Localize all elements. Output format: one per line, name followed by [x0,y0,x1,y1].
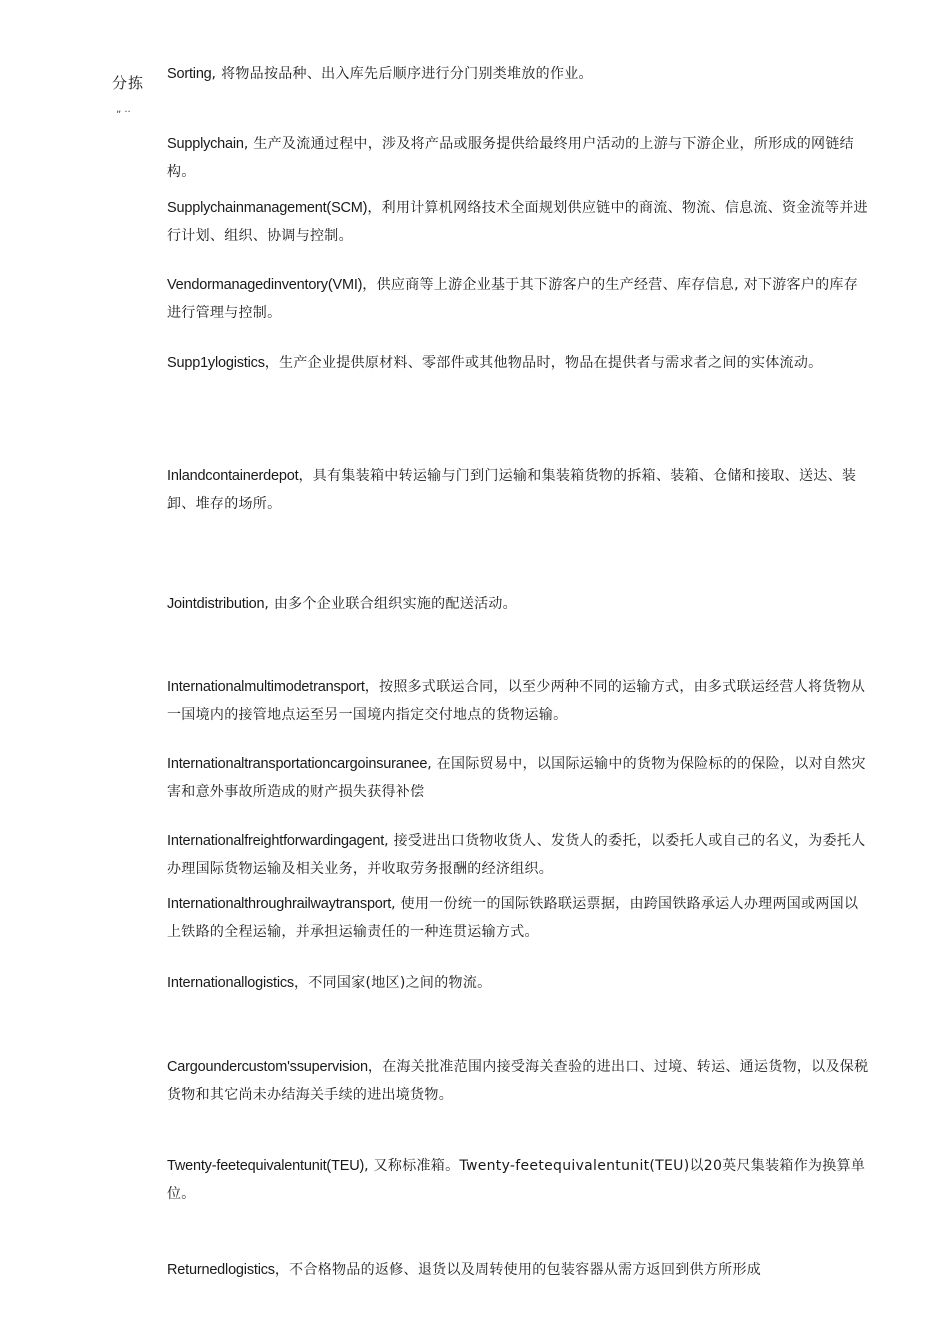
entry-separator: ， [293,975,309,991]
entry-separator: ， [264,355,280,371]
entry-term: Supp1ylogistics [167,355,265,371]
entry-term: Cargoundercustom'ssupervision [167,1059,368,1075]
entry-cargo-insurance [167,750,872,806]
entry-term: Internationalfreightforwardingagent [167,833,385,849]
entry-separator: , [211,66,222,82]
entry-term: Vendormanagedinventory(VMI) [167,277,363,293]
entry-separator: ， [298,468,313,484]
entry-definition: 不合格物品的返修、退货以及周转使用的包装容器从需方返回到供方所形成 [289,1262,762,1278]
entry-railway-transport [167,890,872,946]
entry-scm [167,194,872,250]
entry-term: Internationallogistics [167,975,294,991]
entry-definition: 使用一份统一的国际铁路联运票据，由跨国铁路承运人办理两国或两国以上铁路的全程运输，并承担运输责任的一种连贯运输方式。 [167,896,859,940]
entry-freight-forwarding [167,827,872,883]
entry-sorting [167,60,872,88]
side-mark: „ .. [116,104,131,115]
entry-separator: ， [362,277,377,293]
entry-separator: ， [367,200,382,216]
entry-separator: , [364,1158,374,1174]
entry-definition: 在国际贸易中，以国际运输中的货物为保险标的的保险，以对自然灾害和意外事故所造成的财产损失获得补偿 [167,756,866,800]
entry-custom-supervision [167,1053,872,1109]
entry-separator: , [427,756,437,772]
entry-definition: 具有集装箱中转运输与门到门运输和集装箱货物的拆箱、装箱、仓储和接取、送达、装卸、堆存的场所。 [167,468,857,512]
entry-joint-distribution [167,590,872,618]
entry-term: Returnedlogistics [167,1262,275,1278]
entry-term: Internationalthroughrailwaytransport [167,896,392,912]
entry-separator: , [243,136,254,152]
entry-definition: 接受进出口货物收货人、发货人的委托，以委托人或自己的名义，为委托人办理国际货物运输及相关业务，并收取劳务报酬的经济组织。 [167,833,866,877]
entry-multimode-transport [167,673,872,729]
side-label: 分拣 [112,74,145,92]
entry-definition: 按照多式联运合同，以至少两种不同的运输方式，由多式联运经营人将货物从一国境内的接管地点运至另一国境内指定交付地点的货物运输。 [167,679,866,723]
entry-term: Supplychain [167,136,244,152]
entry-definition: 供应商等上游企业基于其下游客户的生产经营、库存信息, 对下游客户的库存进行管理与控制。 [167,277,859,321]
entry-term: Sorting [167,66,212,82]
entry-definition: 生产企业提供原材料、零部件或其他物品时，物品在提供者与需求者之间的实体流动。 [279,355,823,371]
entry-definition: 由多个企业联合组织实施的配送活动。 [273,596,517,612]
entry-term: Supplychainmanagement(SCM) [167,200,368,216]
entry-term: Internationalmultimodetransport [167,679,365,695]
entry-separator: ， [367,1059,383,1075]
entry-term: Twenty-feetequivalentunit(TEU) [167,1158,365,1174]
entry-term: Inlandcontainerdepot [167,468,299,484]
entry-definition: 不同国家(地区)之间的物流。 [308,975,492,991]
entry-separator: , [264,596,274,612]
entry-supply-logistics [167,349,872,377]
entry-separator: ， [274,1262,290,1278]
entry-definition: 将物品按品种、出入库先后顺序进行分门别类堆放的作业。 [221,66,593,82]
entry-separator: , [384,833,394,849]
entry-definition: 利用计算机网络技术全面规划供应链中的商流、物流、信息流、资金流等并进行计划、组织、协调与控制。 [167,200,868,244]
entry-returned-logistics [167,1256,872,1284]
entry-separator: , [391,896,401,912]
entry-vmi [167,271,872,327]
entry-term: Internationaltransportationcargoinsuranee [167,756,428,772]
entry-international-logistics [167,969,872,997]
entry-supplychain [167,130,872,186]
entry-definition: 在海关批准范围内接受海关查验的进出口、过境、转运、通运货物，以及保税货物和其它尚未办结海关手续的进出境货物。 [167,1059,869,1103]
entry-definition: 生产及流通过程中，涉及将产品或服务提供给最终用户活动的上游与下游企业，所形成的网链结构。 [167,136,854,180]
entry-term: Jointdistribution [167,596,265,612]
entry-inland-container-depot [167,462,872,518]
entry-separator: ， [364,679,380,695]
entry-teu [167,1152,872,1208]
entry-definition: 又称标准箱。Twenty-feetequivalentunit(TEU)以20英尺集装箱作为换算单位。 [167,1158,866,1202]
